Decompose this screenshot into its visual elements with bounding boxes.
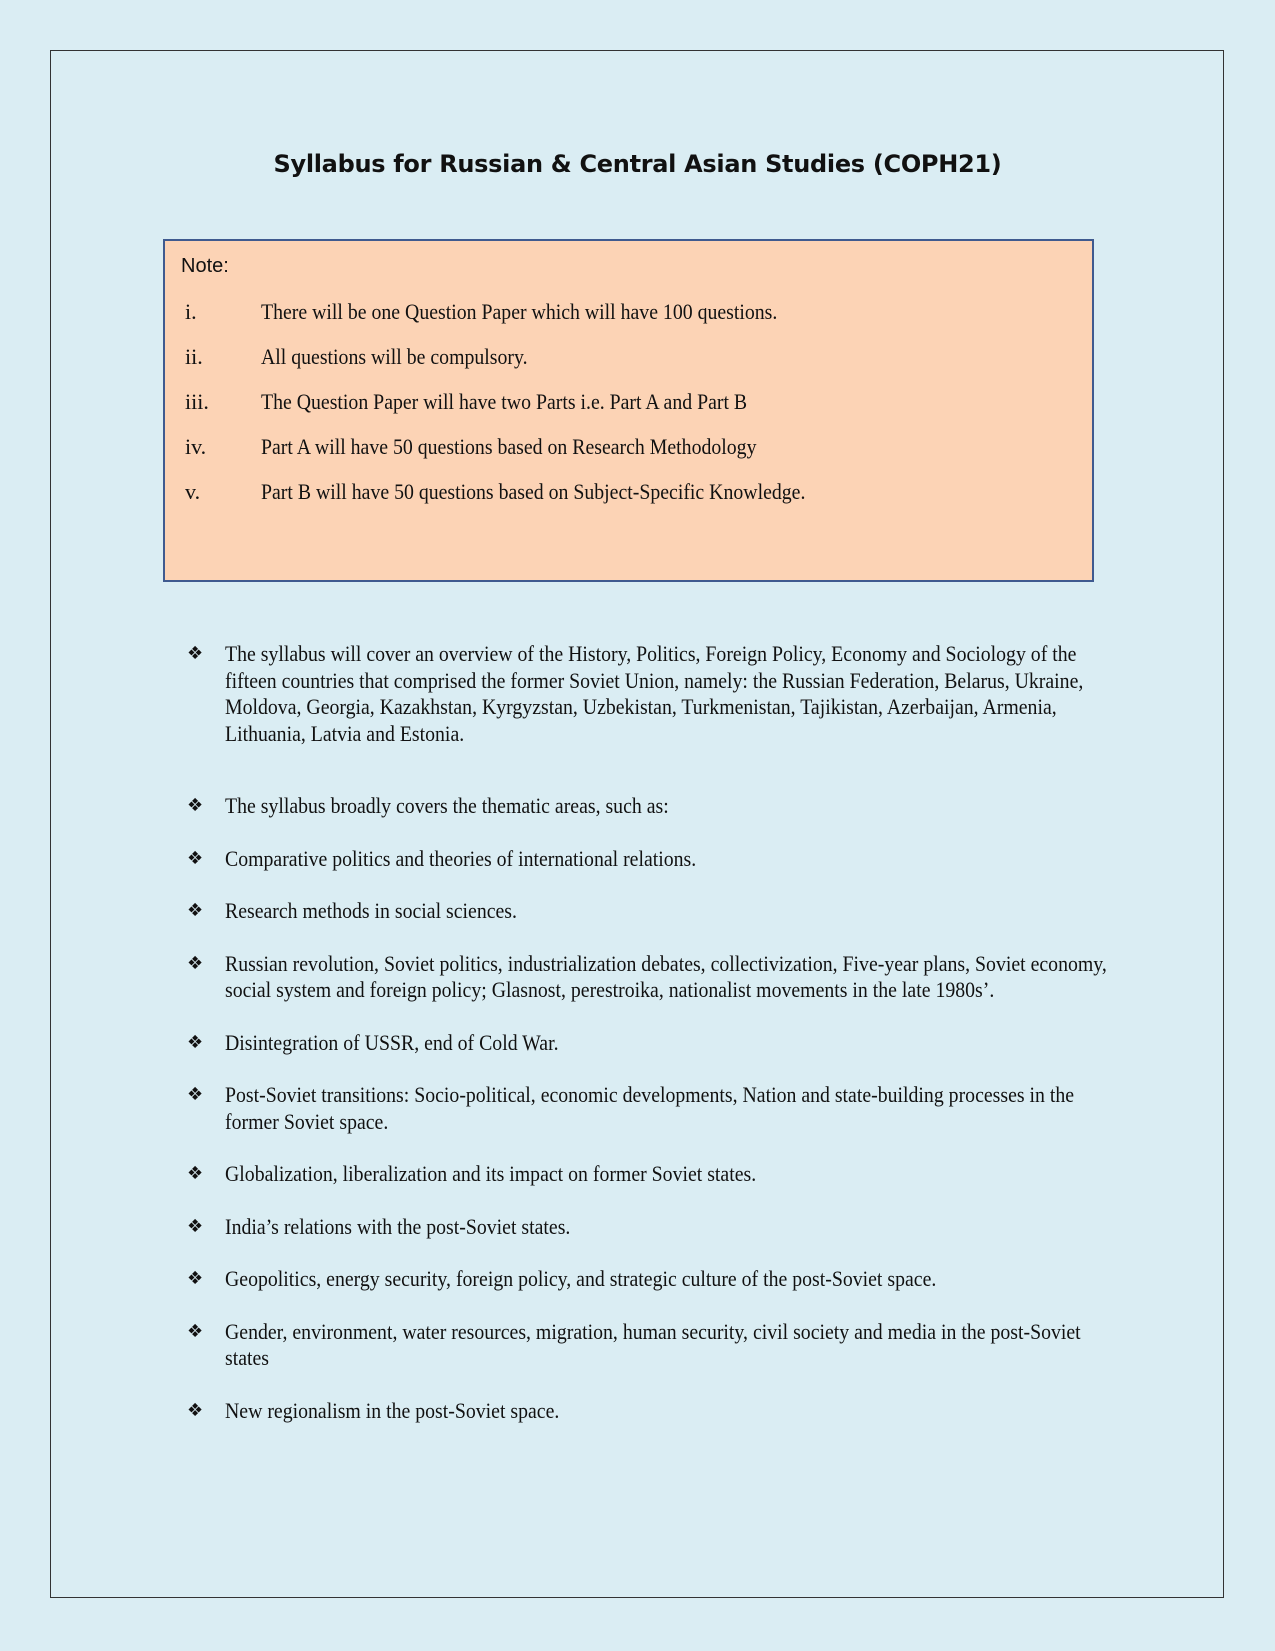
list-item: [185, 1266, 1115, 1293]
list-item: [185, 1082, 1115, 1135]
diamond-bullet-icon: ❖: [187, 1084, 204, 1105]
list-item-text: Russian revolution, Soviet politics, industrialization debates, collectivization, Five-year plans, Soviet economy, social system and foreign policy; Glasnost, perestroika, nationalist movements in the late 1980s’.: [225, 950, 1107, 1002]
list-item: [185, 1398, 1115, 1425]
note-item: [165, 299, 1092, 344]
note-item-text: Part A will have 50 questions based on Research Methodology: [261, 434, 757, 459]
diamond-bullet-icon: ❖: [187, 1268, 204, 1289]
list-item-text: The syllabus will cover an overview of the History, Politics, Foreign Policy, Economy and Sociology of the fifteen countries that comprised the former Soviet Union, namely: the Russian Federation, Belarus, Ukraine, Moldova, Georgia, Kazakhstan, Kyrgyzstan, Uzbekistan, Turkmenistan, Tajikistan, Azerbaijan, Armenia, Lithuania, Latvia and Estonia.: [225, 641, 1084, 746]
note-item-text: There will be one Question Paper which will have 100 questions.: [261, 299, 778, 324]
note-item-text: Part B will have 50 questions based on Subject-Specific Knowledge.: [261, 479, 806, 504]
syllabus-topic-list: [185, 641, 1115, 1450]
list-item-text: Post-Soviet transitions: Socio-political, economic developments, Nation and state-building processes in the former Soviet space.: [225, 1082, 1075, 1134]
note-item-number: v.: [185, 479, 201, 504]
note-item-text: The Question Paper will have two Parts i.e. Part A and Part B: [261, 389, 748, 414]
list-item-text: The syllabus broadly covers the thematic areas, such as:: [225, 793, 669, 818]
diamond-bullet-icon: ❖: [187, 1163, 204, 1184]
list-item: [185, 1161, 1115, 1188]
diamond-bullet-icon: ❖: [187, 1031, 204, 1053]
note-item-number: ii.: [185, 344, 203, 369]
note-item-number: iii.: [185, 389, 209, 414]
note-item-text: All questions will be compulsory.: [261, 344, 528, 369]
note-item-number: i.: [185, 299, 197, 324]
note-box: [163, 239, 1094, 582]
diamond-bullet-icon: ❖: [187, 1215, 204, 1237]
list-item: [185, 1030, 1115, 1057]
diamond-bullet-icon: ❖: [187, 1320, 204, 1342]
list-item-text: Globalization, liberalization and its impact on former Soviet states.: [225, 1161, 757, 1186]
list-item-text: Geopolitics, energy security, foreign policy, and strategic culture of the post-Soviet space.: [225, 1266, 937, 1291]
list-item: [185, 846, 1115, 873]
list-item-text: Research methods in social sciences.: [225, 898, 517, 923]
list-item: [185, 793, 1115, 820]
list-item: [185, 1319, 1115, 1372]
note-label: Note:: [181, 255, 229, 277]
diamond-bullet-icon: ❖: [187, 952, 204, 974]
note-item-number: iv.: [185, 434, 207, 459]
note-item: [165, 434, 1092, 479]
note-item: [165, 344, 1092, 389]
note-item: [165, 389, 1092, 434]
list-item: [185, 641, 1115, 747]
note-item: [165, 479, 1092, 524]
list-item: [185, 1214, 1115, 1241]
diamond-bullet-icon: ❖: [187, 643, 204, 664]
list-item: [185, 951, 1115, 1004]
list-item: [185, 898, 1115, 925]
list-item-text: New regionalism in the post-Soviet space.: [225, 1397, 560, 1423]
diamond-bullet-icon: ❖: [187, 795, 204, 816]
note-list: [165, 299, 1092, 524]
list-item-text: Disintegration of USSR, end of Cold War.: [225, 1029, 559, 1055]
diamond-bullet-icon: ❖: [187, 1399, 204, 1421]
page-title: Syllabus for Russian & Central Asian Studies (COPH21): [273, 150, 1002, 178]
list-item-text: Comparative politics and theories of international relations.: [225, 845, 697, 871]
list-item-text: Gender, environment, water resources, migration, human security, civil society and media in the post-Soviet states: [225, 1318, 1081, 1370]
diamond-bullet-icon: ❖: [187, 847, 204, 869]
diamond-bullet-icon: ❖: [187, 900, 204, 921]
list-item-text: India’s relations with the post-Soviet states.: [225, 1213, 571, 1239]
